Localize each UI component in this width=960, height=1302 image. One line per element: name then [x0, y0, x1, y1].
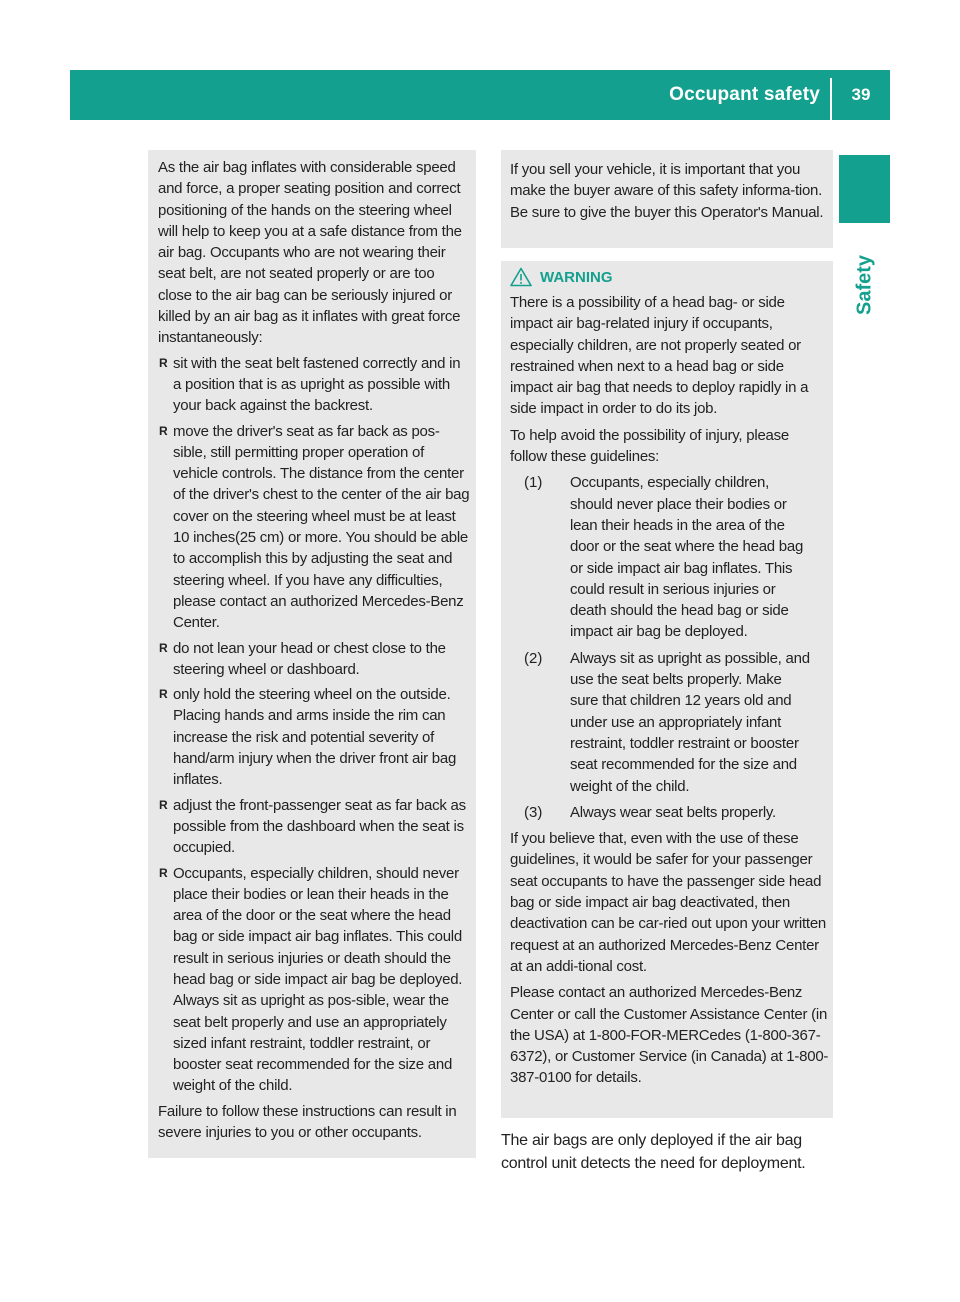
bullet-icon: R [159, 355, 168, 370]
warning-box [501, 261, 833, 1118]
guideline-item [510, 472, 829, 642]
resale-note [501, 150, 833, 248]
warning-paragraph: There is a possibility of a head bag- or side impact air bag-related injury if occupants, especially children, are not properly seated or restrained when next to a head bag or side impact air bag that needs to deploy rapidly in a side impact in order to do its job. [510, 294, 809, 418]
chapter-label-text: Safety [853, 254, 875, 316]
page-number: 39 [851, 85, 871, 104]
page-header [70, 70, 890, 120]
guideline-list [510, 472, 829, 823]
bullet-icon: R [159, 423, 168, 438]
guideline-number: (1) [524, 474, 543, 492]
bullet-icon: R [159, 797, 168, 812]
warning-header [510, 266, 829, 288]
outro-paragraph: Failure to follow these instructions can result in severe injuries to you or other occupants. [158, 1102, 457, 1142]
guideline-number: (3) [524, 803, 543, 821]
guideline-text: Occupants, especially children, should never place their bodies or lean their heads in the area of the door or the seat where the head bag or side impact air bag inflates. This could result in serious injuries or death should the head bag or side impact air bag be deployed. [570, 474, 804, 641]
list-item: R Occupants, especially children, should never place their bodies or lean their heads in the area of the door or the seat where the head bag or side impact air bag inflates. This could result in serious injuries or death should the head bag or side impact air bag be deployed. Always sit as upright as pos-sible, wear the seat belt properly and use an appropriately sized infant restraint, toddler restraint, or booster seat recommended for the size and weight of the child. [159, 864, 463, 1095]
resale-text: If you sell your vehicle, it is important that you make the buyer aware of this safety informa-tion. Be sure to give the buyer this Operator's Manual. [510, 161, 824, 221]
deployment-text: The air bags are only deployed if the air bag control unit detects the need for deployment. [501, 1132, 806, 1172]
warning-paragraph: To help avoid the possibility of injury, please follow these guidelines: [510, 426, 789, 466]
airbag-seating-note [148, 150, 476, 1158]
bullet-icon: R [159, 640, 168, 655]
seating-bullet-list [158, 353, 472, 1097]
warning-title: WARNING [540, 268, 613, 286]
guideline-item [510, 802, 829, 823]
list-item: R adjust the front-passenger seat as far back as possible from the dashboard when the seat is occupied. [159, 796, 466, 857]
list-item: R sit with the seat belt fastened correctly and in a position that is as upright as possible with your back against the backrest. [159, 354, 461, 415]
guideline-number: (2) [524, 649, 543, 667]
warning-paragraph: Please contact an authorized Mercedes-Benz Center or call the Customer Assistance Center (in the USA) at 1-800-FOR-MERCedes (1-800-367-6372), or Customer Service (in Canada) at 1-800-387-0100 for details. [510, 984, 829, 1087]
list-item: R move the driver's seat as far back as pos-sible, still permitting proper operation of vehicle controls. The distance from the center of the driver's chest to the center of the air bag cover on the steering wheel must be at least 10 inches(25 cm) or more. You should be able to accomplish this by adjusting the seat and steering wheel. If you have any difficulties, please contact an authorized Mercedes-Benz Center. [159, 422, 470, 632]
deployment-paragraph [501, 1130, 841, 1175]
list-item: R do not lean your head or chest close to the steering wheel or dashboard. [159, 639, 446, 678]
bullet-icon: R [159, 865, 168, 880]
list-item: R only hold the steering wheel on the outside. Placing hands and arms inside the rim can increase the risk and potential severity of hand/arm injury when the driver front air bag inflates. [159, 686, 457, 789]
bullet-icon: R [159, 687, 168, 702]
guideline-text: Always sit as upright as possible, and use the seat belts properly. Make sure that children 12 years old and under use an appropriately infant restraint, toddler restraint or booster seat recommended for the size and weight of the child. [570, 649, 810, 795]
guideline-text: Always wear seat belts properly. [570, 803, 776, 821]
warning-paragraph: If you believe that, even with the use of these guidelines, it would be safer for your passenger seat occupants to have the passenger side head bag or side impact air bag deactivated, then deactivation can be car-ried out upon your written request at an authorized Mercedes-Benz Center at an addi-tional cost. [510, 830, 827, 975]
intro-paragraph: As the air bag inflates with considerable speed and force, a proper seating position and correct positioning of the hands on the steering wheel will help to keep you at a safe distance from the air bag. Occupants who are not wearing their seat belt, are not seated properly or are too close to the air bag can be seriously injured or killed by an air bag as it inflates with great force instantaneously: [158, 159, 462, 347]
warning-triangle-icon [510, 267, 532, 287]
guideline-item [510, 648, 829, 797]
chapter-label [839, 225, 890, 345]
section-title: Occupant safety [669, 84, 820, 105]
chapter-tab [839, 155, 890, 223]
